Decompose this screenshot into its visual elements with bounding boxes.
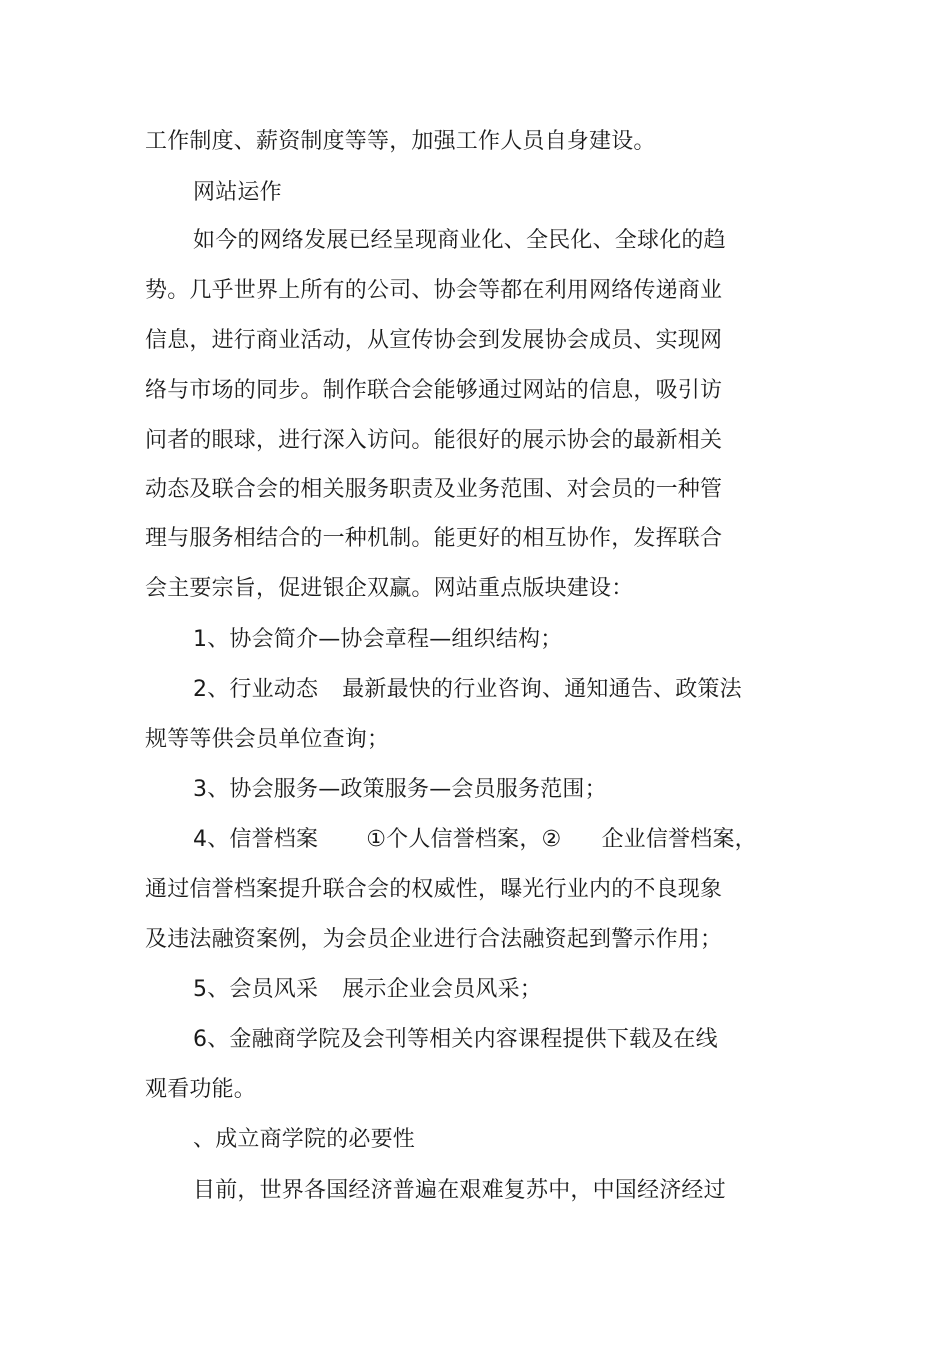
paragraph-line: 观看功能。 — [145, 1077, 257, 1102]
paragraph-line: 势。几乎世界上所有的公司、协会等都在利用网络传递商业 — [145, 278, 723, 303]
paragraph-line: 络与市场的同步。制作联合会能够通过网站的信息，吸引访 — [145, 378, 723, 403]
list-item-5-text: 展示企业会员风采； — [342, 977, 543, 1002]
paragraph-line: 会主要宗旨，促进银企双赢。网站重点版块建设： — [145, 576, 634, 601]
paragraph-line: 如今的网络发展已经呈现商业化、全民化、全球化的趋 — [193, 228, 726, 253]
paragraph-line: 理与服务相结合的一种机制。能更好的相互协作，发挥联合 — [145, 526, 723, 551]
list-item-4-part1: ①个人信誉档案，② — [366, 827, 562, 852]
section-heading-website-operation: 网站运作 — [193, 180, 282, 205]
list-item-4-label: 4、信誉档案 — [193, 827, 319, 852]
paragraph-line: 通过信誉档案提升联合会的权威性，曝光行业内的不良现象 — [145, 877, 723, 902]
list-item-2 — [193, 675, 742, 705]
paragraph-line: 目前，世界各国经济普遍在艰难复苏中，中国经济经过 — [193, 1178, 726, 1203]
paragraph-line: 动态及联合会的相关服务职责及业务范围、对会员的一种管 — [145, 477, 723, 502]
paragraph-line: 工作制度、薪资制度等等，加强工作人员自身建设。 — [145, 129, 656, 154]
paragraph-line: 及违法融资案例，为会员企业进行合法融资起到警示作用； — [145, 927, 723, 952]
list-item-5 — [193, 975, 542, 1005]
paragraph-line: 规等等供会员单位查询； — [145, 727, 390, 752]
section-heading-business-school: 、成立商学院的必要性 — [193, 1127, 416, 1152]
list-item-4 — [193, 825, 757, 855]
paragraph-line: 信息，进行商业活动，从宣传协会到发展协会成员、实现网 — [145, 328, 723, 353]
paragraph-line: 问者的眼球，进行深入访问。能很好的展示协会的最新相关 — [145, 428, 723, 453]
list-item-2-text: 最新最快的行业咨询、通知通告、政策法 — [342, 677, 742, 702]
list-item-2-label: 2、行业动态 — [193, 677, 319, 702]
list-item-4-part2: 企业信誉档案， — [601, 827, 757, 852]
list-item-1: 1、协会简介—协会章程—组织结构； — [193, 627, 563, 652]
list-item-3: 3、协会服务—政策服务—会员服务范围； — [193, 777, 607, 802]
list-item-6: 6、金融商学院及会刊等相关内容课程提供下载及在线 — [193, 1027, 718, 1052]
list-item-5-label: 5、会员风采 — [193, 977, 319, 1002]
